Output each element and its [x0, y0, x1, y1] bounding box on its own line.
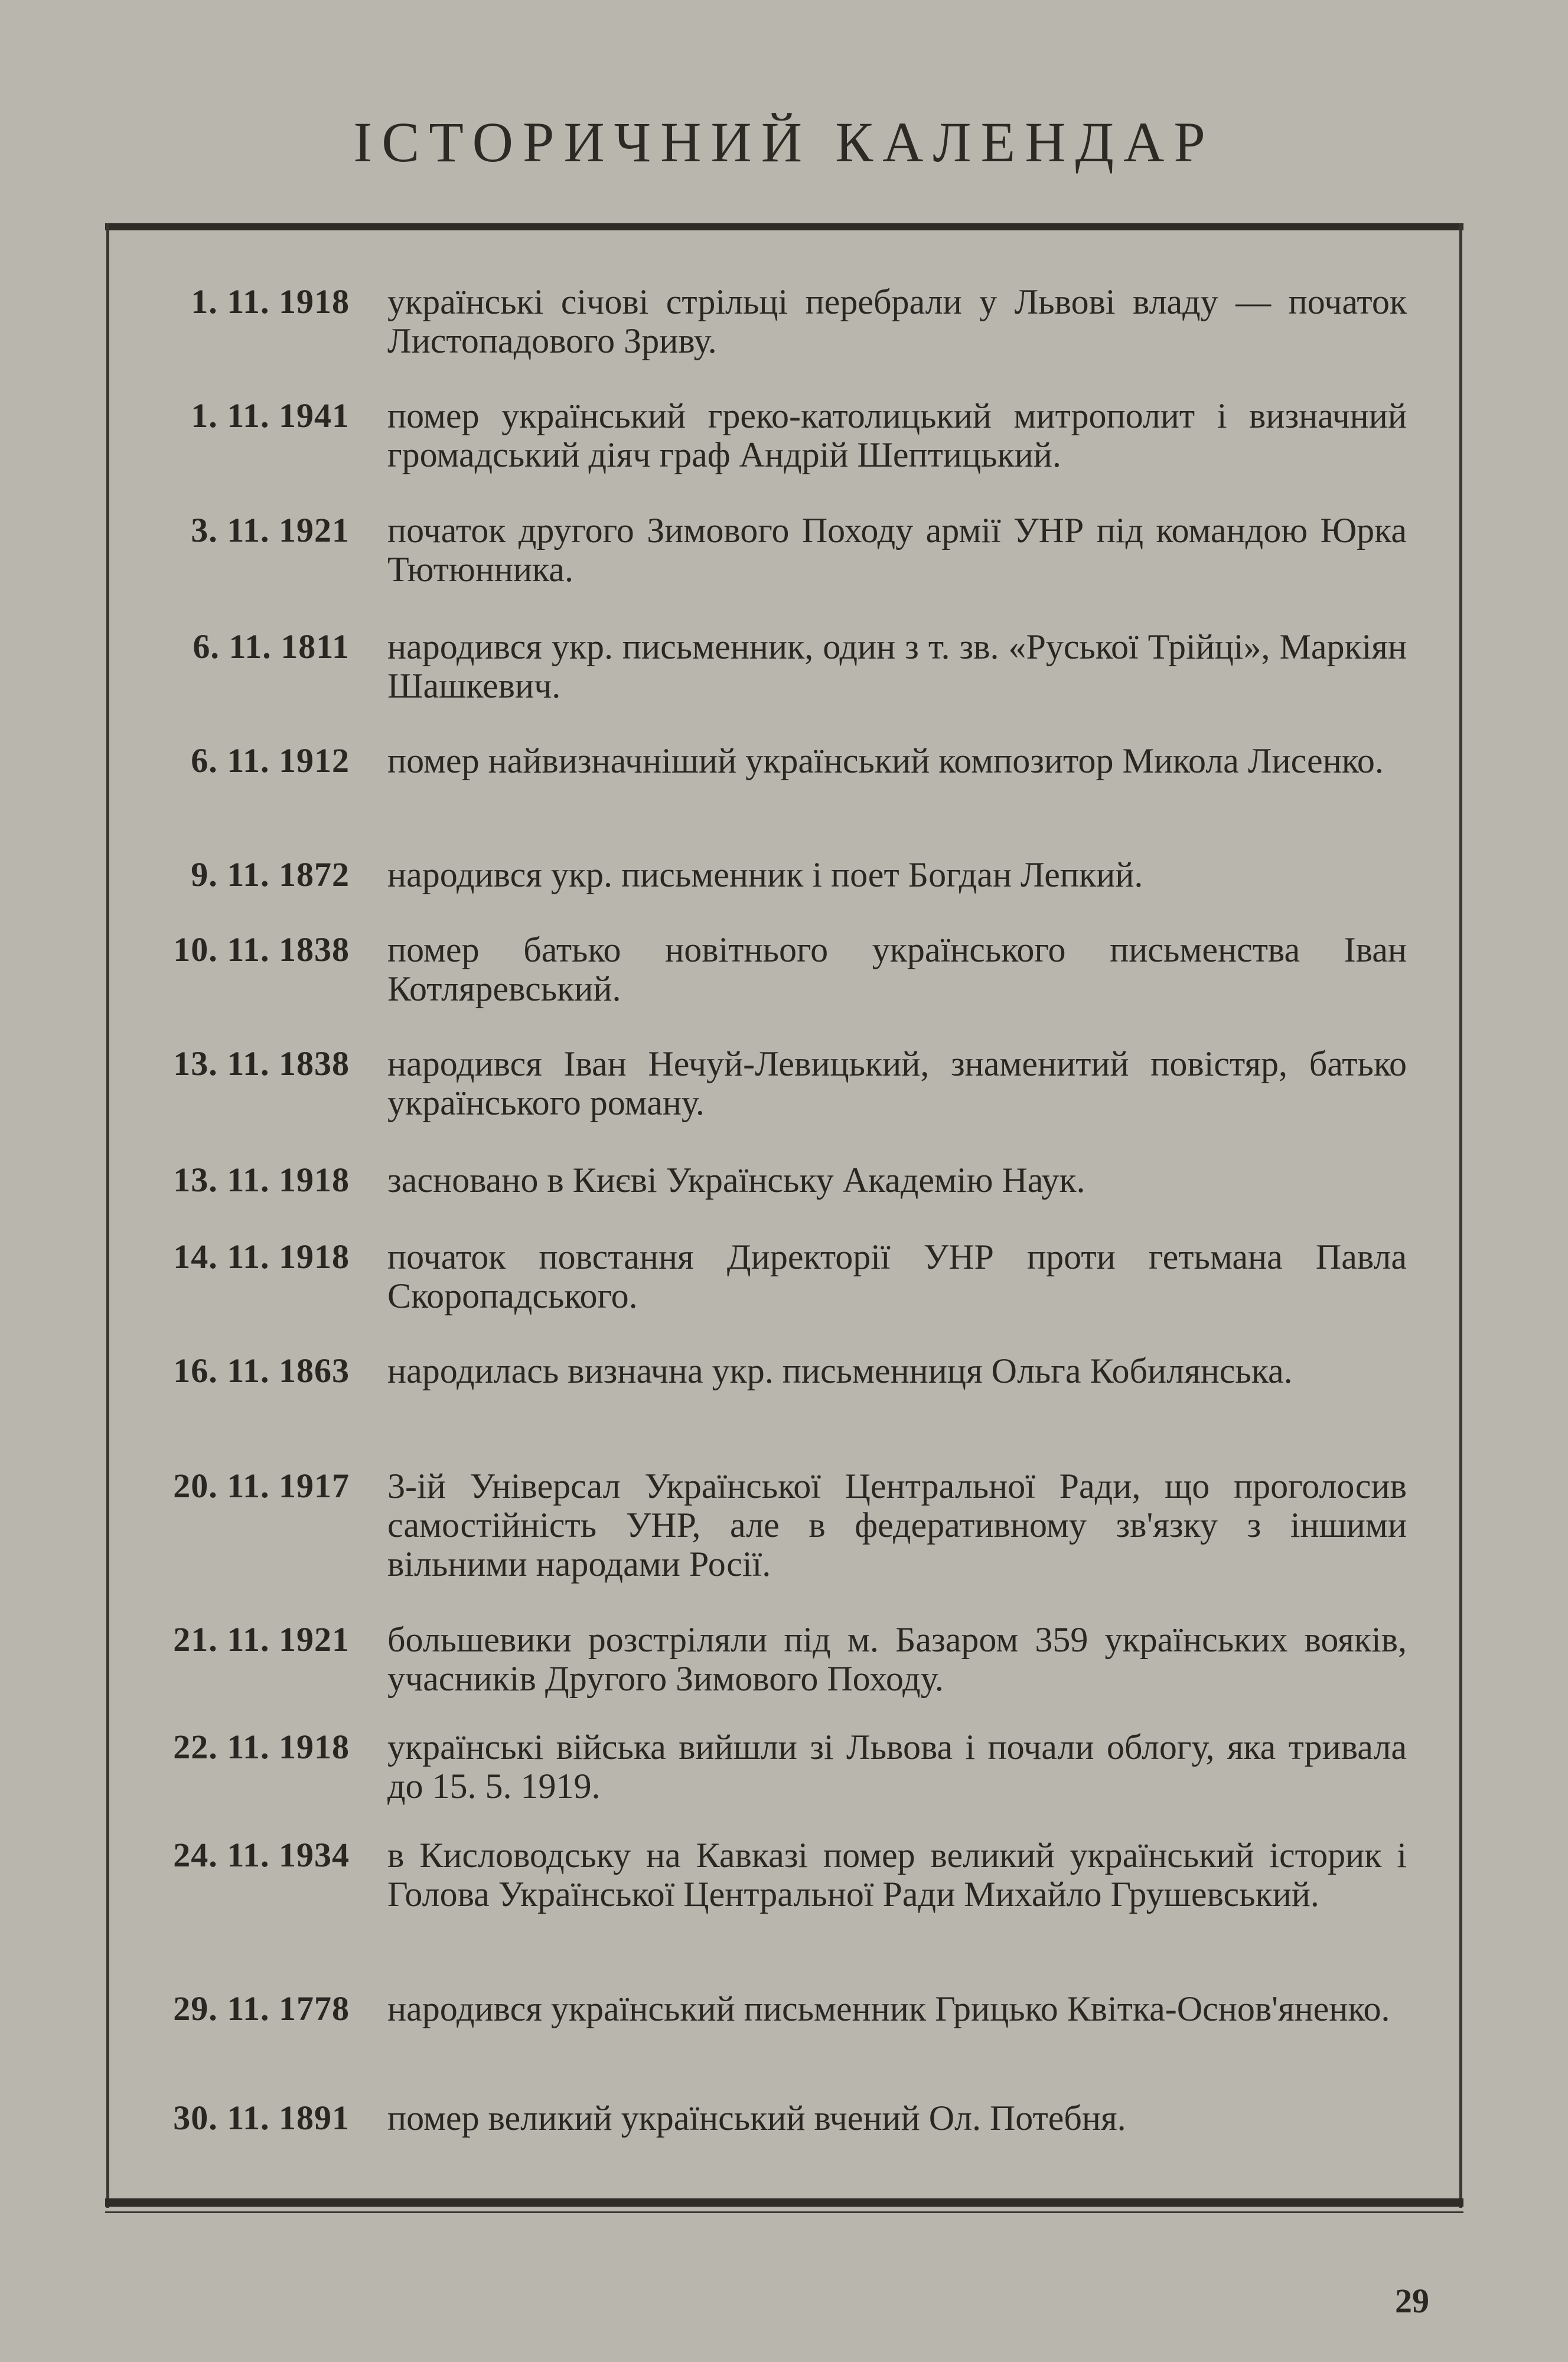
calendar-entry [106, 741, 1462, 780]
entry-text: помер великий український вчений Ол. Потебня. [387, 2099, 1126, 2138]
page-number: 29 [1395, 2282, 1429, 2320]
calendar-entry [106, 1044, 1462, 1122]
calendar-entry [106, 1161, 1462, 1200]
calendar-entry [106, 930, 1462, 1008]
entry-date: 30. 11. 1891 [173, 2099, 350, 2137]
entry-date: 16. 11. 1863 [173, 1351, 350, 1390]
entry-date: 22. 11. 1918 [173, 1728, 350, 1766]
entry-date: 13. 11. 1918 [173, 1161, 350, 1199]
calendar-entry [106, 1237, 1462, 1315]
entry-text: 3-ій Універсал Української Центральної Ради, що проголосив самостійність УНР, але в федеративному зв'язку з іншими вільними народами Росії. [387, 1467, 1407, 1584]
entry-text: народився Іван Нечуй-Левицький, знаменитий повістяр, батько українського роману. [387, 1044, 1407, 1122]
entry-text: українські січові стрільці перебрали у Львові владу — початок Листопадового Зриву. [387, 282, 1407, 360]
entry-text: помер найвизначніший український композитор Микола Лисенко. [387, 741, 1384, 780]
entry-date: 6. 11. 1912 [191, 741, 350, 780]
entry-date: 3. 11. 1921 [191, 511, 350, 549]
entry-date: 9. 11. 1872 [191, 855, 350, 894]
page-title: ІСТОРИЧНИЙ КАЛЕНДАР [353, 110, 1215, 174]
entry-text: початок повстання Директорії УНР проти гетьмана Павла Скоропадського. [387, 1237, 1407, 1315]
calendar-entry [106, 1836, 1462, 1914]
entry-date: 6. 11. 1811 [193, 627, 350, 666]
entry-text: в Кисловодську на Кавказі помер великий український історик і Голова Української Центральної Ради Михайло Грушевський. [387, 1836, 1407, 1914]
calendar-entry [106, 627, 1462, 705]
entry-text: українські війська вийшли зі Львова і почали облогу, яка тривала до 15. 5. 1919. [387, 1728, 1407, 1806]
entry-date: 10. 11. 1838 [173, 930, 350, 969]
entry-text: большевики розстріляли під м. Базаром 359 українських вояків, учасників Другого Зимового Походу. [387, 1620, 1407, 1698]
calendar-entry [106, 1728, 1462, 1806]
entry-text: початок другого Зимового Походу армії УНР під командою Юрка Тютюнника. [387, 511, 1407, 589]
calendar-entry [106, 1351, 1462, 1390]
entry-text: народився укр. письменник і поет Богдан Лепкий. [387, 855, 1143, 894]
bottom-rule-thin [105, 2211, 1463, 2213]
entry-date: 14. 11. 1918 [173, 1237, 350, 1276]
calendar-entry [106, 1620, 1462, 1698]
calendar-entry [106, 1467, 1462, 1584]
entry-date: 20. 11. 1917 [173, 1467, 350, 1505]
entry-date: 21. 11. 1921 [173, 1620, 350, 1659]
calendar-entry [106, 511, 1462, 589]
calendar-entry [106, 1989, 1462, 2028]
calendar-entry [106, 2099, 1462, 2138]
entry-text: помер український греко-католицький митрополит і визначний громадський діяч граф Андрій Шептицький. [387, 396, 1407, 474]
entry-text: народився український письменник Грицько Квітка-Основ'яненко. [387, 1989, 1390, 2028]
bottom-rule [105, 2198, 1463, 2207]
entry-text: помер батько новітнього українського письменства Іван Котляревський. [387, 930, 1407, 1008]
entry-text: засновано в Києві Українську Академію Наук. [387, 1161, 1085, 1200]
calendar-entry [106, 282, 1462, 360]
entry-date: 1. 11. 1941 [191, 396, 350, 435]
entry-date: 29. 11. 1778 [173, 1989, 350, 2028]
entry-date: 24. 11. 1934 [173, 1836, 350, 1874]
entry-date: 1. 11. 1918 [191, 282, 350, 321]
entry-date: 13. 11. 1838 [173, 1044, 350, 1083]
entry-text: народилась визначна укр. письменниця Ольга Кобилянська. [387, 1351, 1293, 1390]
calendar-entry [106, 855, 1462, 894]
entry-text: народився укр. письменник, один з т. зв. «Руської Трійці», Маркіян Шашкевич. [387, 627, 1407, 705]
calendar-entry [106, 396, 1462, 474]
